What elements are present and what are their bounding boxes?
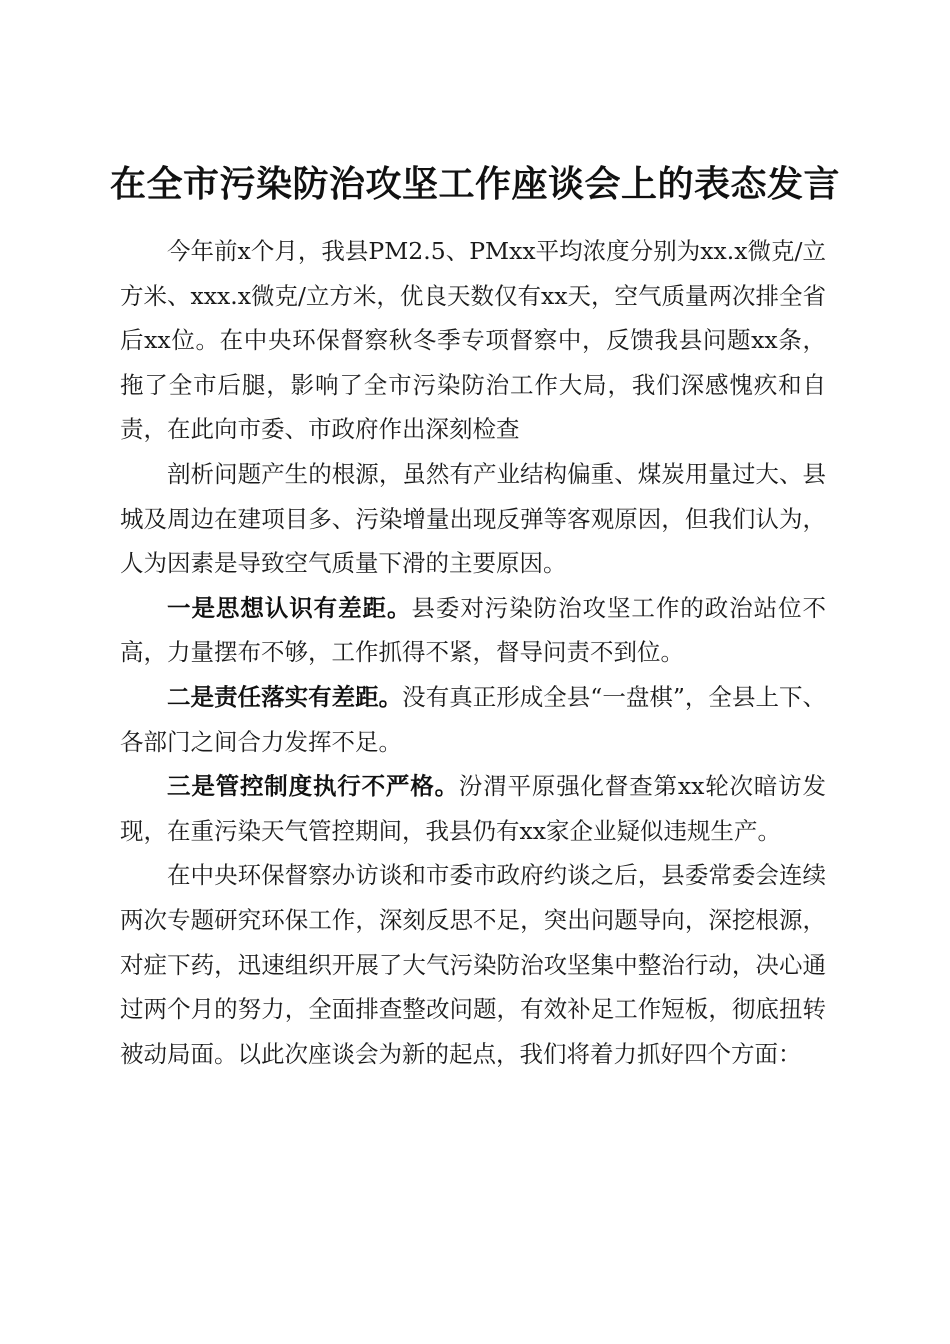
paragraph-point-two <box>120 675 826 764</box>
paragraph-rectification <box>120 853 826 1076</box>
paragraph-text: 今年前x个月，我县PM2.5、PMxx平均浓度分别为xx.x微克/立方米、xxx.x微克/立方米，优良天数仅有xx天，空气质量两次排全省后xx位。在中央环保督察秋冬季专项督察中，反馈我县问题xx条，拖了全市后腿，影响了全市污染防治工作大局，我们深感愧疚和自责，在此向市委、市政府作出深刻检查 <box>120 237 826 444</box>
paragraph-point-three <box>120 764 826 853</box>
document-title: 在全市污染防治攻坚工作座谈会上的表态发言 <box>109 163 840 206</box>
paragraph-air-quality-status <box>120 229 826 452</box>
paragraph-text: 在中央环保督察办访谈和市委市政府约谈之后，县委常委会连续两次专题研究环保工作，深刻反思不足，突出问题导向，深挖根源，对症下药，迅速组织开展了大气污染防治攻坚集中整治行动，决心通过两个月的努力，全面排查整改问题，有效补足工作短板，彻底扭转被动局面。以此次座谈会为新的起点，我们将着力抓好四个方面： <box>120 861 826 1068</box>
paragraph-root-cause <box>120 452 826 586</box>
paragraph-point-one <box>120 586 826 675</box>
paragraph-text: 县委对污染防治攻坚工作的政治站位不高，力量摆布不够，工作抓得不紧，督导问责不到位。 <box>120 593 827 667</box>
paragraph-lead: 一是思想认识有差距。 <box>167 593 412 622</box>
document-body <box>120 229 826 1076</box>
paragraph-lead: 二是责任落实有差距。 <box>167 682 403 711</box>
paragraph-text: 汾渭平原强化督查第xx轮次暗访发现，在重污染天气管控期间，我县仍有xx家企业疑似违规生产。 <box>120 772 826 845</box>
paragraph-text: 剖析问题产生的根源，虽然有产业结构偏重、煤炭用量过大、县城及周边在建项目多、污染增量出现反弹等客观原因，但我们认为，人为因素是导致空气质量下滑的主要原因。 <box>120 459 826 578</box>
paragraph-text: 没有真正形成全县“一盘棋”，全县上下、各部门之间合力发挥不足。 <box>120 682 827 756</box>
paragraph-lead: 三是管控制度执行不严格。 <box>167 772 459 801</box>
